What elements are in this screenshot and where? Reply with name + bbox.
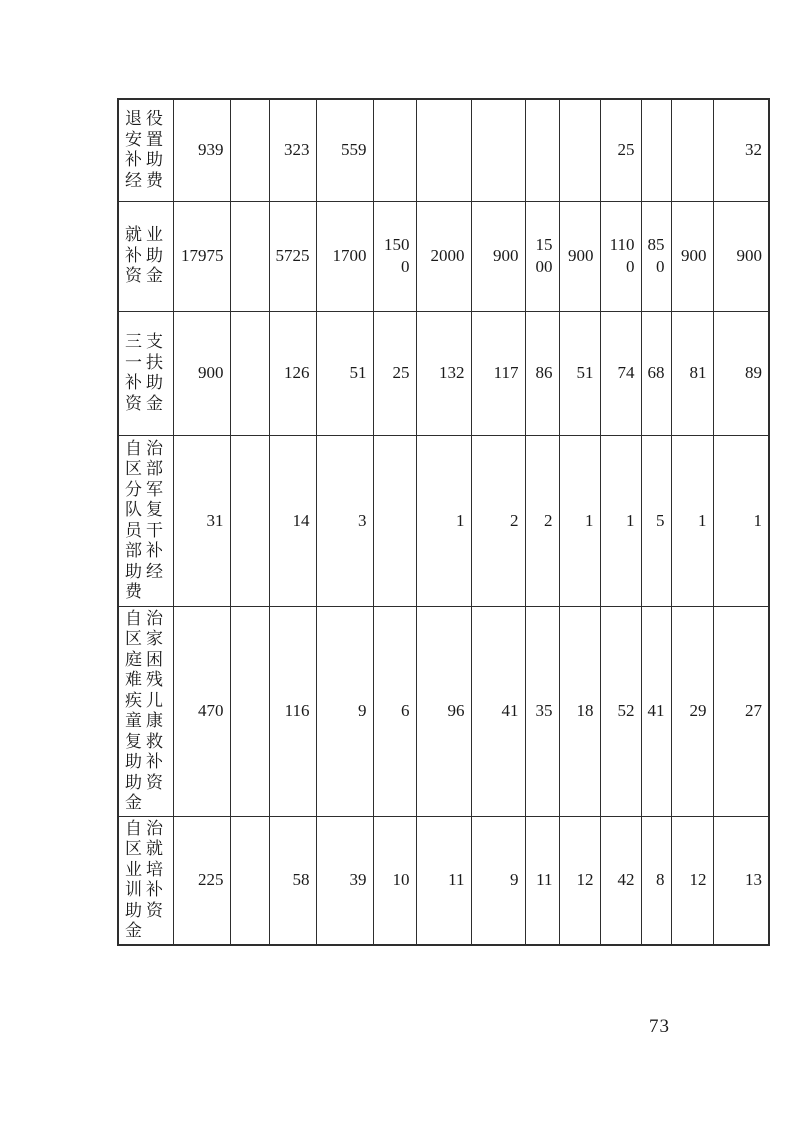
value-cell <box>230 816 269 945</box>
value-cell: 10 <box>373 816 416 945</box>
value-cell: 51 <box>559 311 600 435</box>
table-row <box>118 311 769 435</box>
value-cell: 900 <box>713 201 769 311</box>
value-cell: 41 <box>471 606 525 816</box>
value-cell: 225 <box>173 816 230 945</box>
value-cell: 2 <box>471 435 525 606</box>
value-cell: 6 <box>373 606 416 816</box>
value-cell: 86 <box>525 311 559 435</box>
value-cell: 89 <box>713 311 769 435</box>
value-cell <box>230 201 269 311</box>
value-cell: 559 <box>316 99 373 201</box>
value-cell: 27 <box>713 606 769 816</box>
value-cell: 9 <box>316 606 373 816</box>
value-cell: 42 <box>600 816 641 945</box>
value-cell <box>373 99 416 201</box>
value-cell: 29 <box>671 606 713 816</box>
value-cell: 39 <box>316 816 373 945</box>
row-label-cell: 三支一扶补助资金 <box>118 311 173 435</box>
value-cell: 14 <box>269 435 316 606</box>
value-cell <box>373 435 416 606</box>
value-cell: 900 <box>671 201 713 311</box>
value-cell: 323 <box>269 99 316 201</box>
value-cell: 900 <box>173 311 230 435</box>
table-row <box>118 201 769 311</box>
value-cell: 35 <box>525 606 559 816</box>
value-cell: 1500 <box>525 201 559 311</box>
value-cell: 5 <box>641 435 671 606</box>
row-label-cell: 自治区部分军队复员干部补助经费 <box>118 435 173 606</box>
value-cell: 126 <box>269 311 316 435</box>
value-cell: 51 <box>316 311 373 435</box>
value-cell: 68 <box>641 311 671 435</box>
value-cell: 2 <box>525 435 559 606</box>
value-cell: 8 <box>641 816 671 945</box>
row-label-cell: 就业补助资金 <box>118 201 173 311</box>
value-cell: 81 <box>671 311 713 435</box>
value-cell <box>671 99 713 201</box>
value-cell: 12 <box>559 816 600 945</box>
value-cell: 12 <box>671 816 713 945</box>
value-cell <box>525 99 559 201</box>
value-cell <box>641 99 671 201</box>
table-body <box>118 99 769 945</box>
subsidy-funds-table <box>117 98 770 946</box>
value-cell: 939 <box>173 99 230 201</box>
value-cell: 117 <box>471 311 525 435</box>
value-cell: 25 <box>600 99 641 201</box>
value-cell: 3 <box>316 435 373 606</box>
value-cell: 1 <box>600 435 641 606</box>
value-cell: 11 <box>525 816 559 945</box>
value-cell <box>471 99 525 201</box>
value-cell <box>230 435 269 606</box>
table-row <box>118 99 769 201</box>
value-cell <box>230 311 269 435</box>
value-cell: 1100 <box>600 201 641 311</box>
page-number: 73 <box>649 1016 670 1037</box>
value-cell <box>230 606 269 816</box>
value-cell: 1 <box>671 435 713 606</box>
value-cell: 52 <box>600 606 641 816</box>
value-cell: 25 <box>373 311 416 435</box>
row-label-cell: 退役安置补助经费 <box>118 99 173 201</box>
value-cell: 1 <box>713 435 769 606</box>
value-cell: 1700 <box>316 201 373 311</box>
value-cell: 17975 <box>173 201 230 311</box>
value-cell: 74 <box>600 311 641 435</box>
value-cell: 9 <box>471 816 525 945</box>
value-cell: 850 <box>641 201 671 311</box>
row-label-cell: 自治区就业培训补助资金 <box>118 816 173 945</box>
value-cell: 1500 <box>373 201 416 311</box>
value-cell: 41 <box>641 606 671 816</box>
table-row <box>118 435 769 606</box>
value-cell: 13 <box>713 816 769 945</box>
value-cell: 31 <box>173 435 230 606</box>
table-row <box>118 606 769 816</box>
value-cell: 11 <box>416 816 471 945</box>
value-cell: 5725 <box>269 201 316 311</box>
value-cell: 2000 <box>416 201 471 311</box>
value-cell: 32 <box>713 99 769 201</box>
value-cell: 132 <box>416 311 471 435</box>
value-cell: 116 <box>269 606 316 816</box>
value-cell: 900 <box>559 201 600 311</box>
table-row <box>118 816 769 945</box>
value-cell <box>230 99 269 201</box>
value-cell: 1 <box>559 435 600 606</box>
value-cell: 1 <box>416 435 471 606</box>
value-cell: 96 <box>416 606 471 816</box>
value-cell: 470 <box>173 606 230 816</box>
value-cell: 900 <box>471 201 525 311</box>
row-label-cell: 自治区家庭困难残疾儿童康复救助补助资金 <box>118 606 173 816</box>
value-cell: 58 <box>269 816 316 945</box>
value-cell <box>559 99 600 201</box>
value-cell: 18 <box>559 606 600 816</box>
value-cell <box>416 99 471 201</box>
